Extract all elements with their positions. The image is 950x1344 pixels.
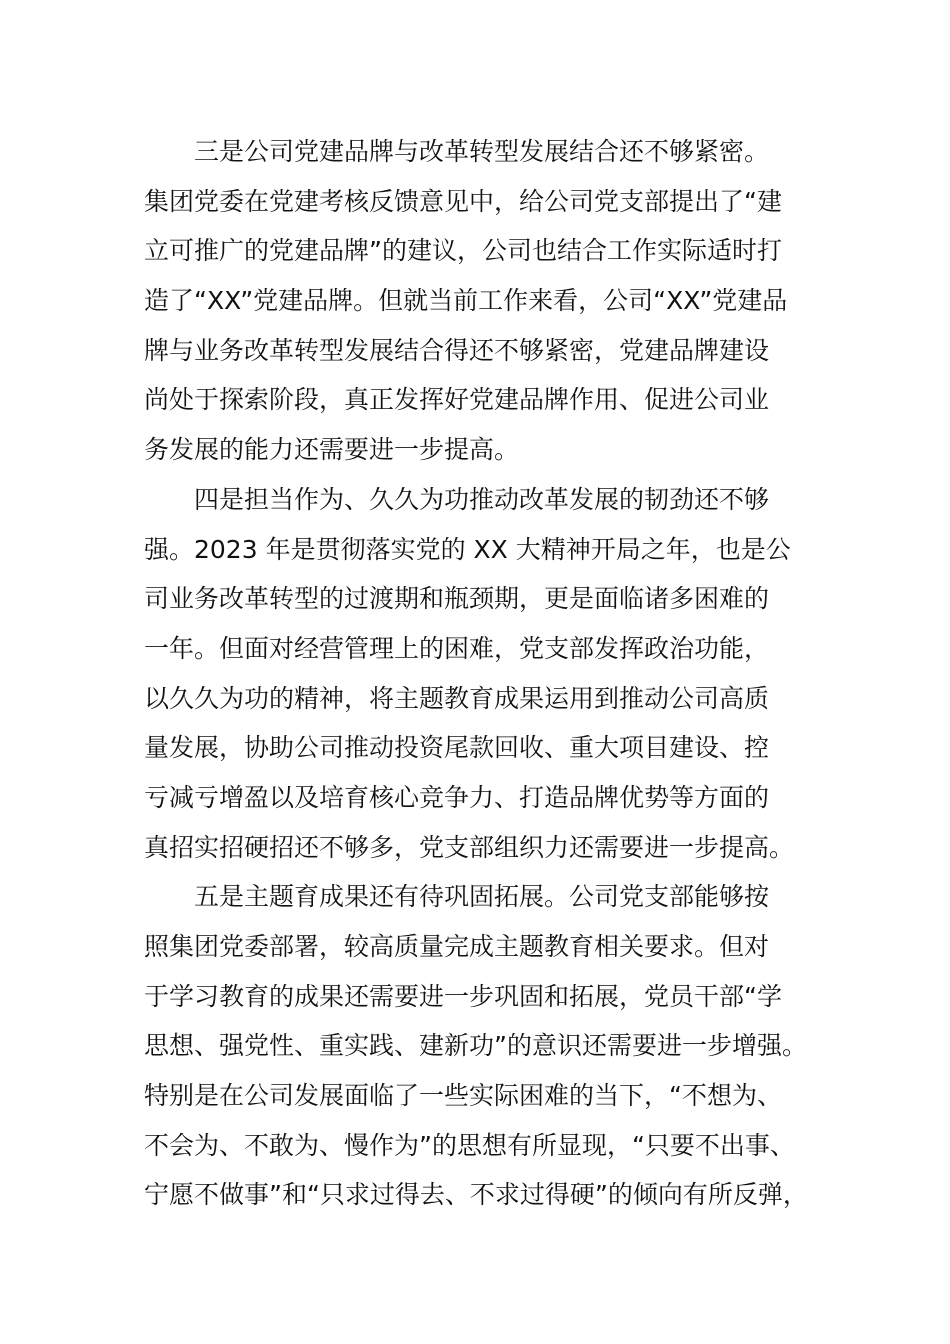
paragraph-5-line-2: 照集团党委部署，较高质量完成主题教育相关要求。但对 [144, 932, 770, 961]
body-text [144, 127, 834, 1220]
paragraph-4-line-7: 亏减亏增盈以及培育核心竞争力、打造品牌优势等方面的 [144, 782, 770, 812]
paragraph-5-line-3: 于学习教育的成果还需要进一步巩固和拓展，党员干部“学 [144, 981, 782, 1011]
paragraph-3-line-4: 造了“XX”党建品牌。但就当前工作来看，公司“XX”党建品 [144, 286, 788, 316]
paragraph-4-line-5: 以久久为功的精神，将主题教育成果运用到推动公司高质 [144, 683, 770, 713]
paragraph-5-line-4: 思想、强党性、重实践、建新功”的意识还需要进一步增强。 [144, 1031, 807, 1061]
paragraph-4-line-8: 真招实招硬招还不够多，党支部组织力还需要进一步提高。 [144, 832, 795, 862]
paragraph-3-line-5: 牌与业务改革转型发展结合得还不够紧密，党建品牌建设 [144, 335, 770, 365]
paragraph-5-line-6: 不会为、不敢为、慢作为”的思想有所显现，“只要不出事、 [144, 1130, 795, 1160]
paragraph-3-line-1: 三是公司党建品牌与改革转型发展结合还不够紧密。 [194, 137, 770, 166]
paragraph-3-line-3: 立可推广的党建品牌”的建议，公司也结合工作实际适时打 [144, 236, 782, 266]
paragraph-3-line-2: 集团党委在党建考核反馈意见中，给公司党支部提出了“建 [144, 186, 782, 216]
paragraph-3-line-6: 尚处于探索阶段，真正发挥好党建品牌作用、促进公司业 [144, 385, 770, 415]
paragraph-5-line-5: 特别是在公司发展面临了一些实际困难的当下，“不想为、 [144, 1081, 782, 1111]
paragraph-4-line-1: 四是担当作为、久久为功推动改革发展的韧劲还不够 [194, 484, 770, 514]
paragraph-5-line-1: 五是主题育成果还有待巩固拓展。公司党支部能够按 [194, 882, 770, 912]
paragraph-4-line-2: 强。2023 年是贯彻落实党的 XX 大精神开局之年，也是公 [144, 534, 791, 564]
paragraph-3-line-7: 务发展的能力还需要进一步提高。 [144, 435, 520, 465]
paragraph-5-line-7: 宁愿不做事”和“只求过得去、不求过得硬”的倾向有所反弹， [144, 1180, 808, 1210]
paragraph-4-line-3: 司业务改革转型的过渡期和瓶颈期，更是面临诸多困难的 [144, 584, 770, 614]
paragraph-4-line-6: 量发展，协助公司推动投资尾款回收、重大项目建设、控 [144, 733, 770, 763]
paragraph-4-line-4: 一年。但面对经营管理上的困难，党支部发挥政治功能， [144, 633, 770, 663]
